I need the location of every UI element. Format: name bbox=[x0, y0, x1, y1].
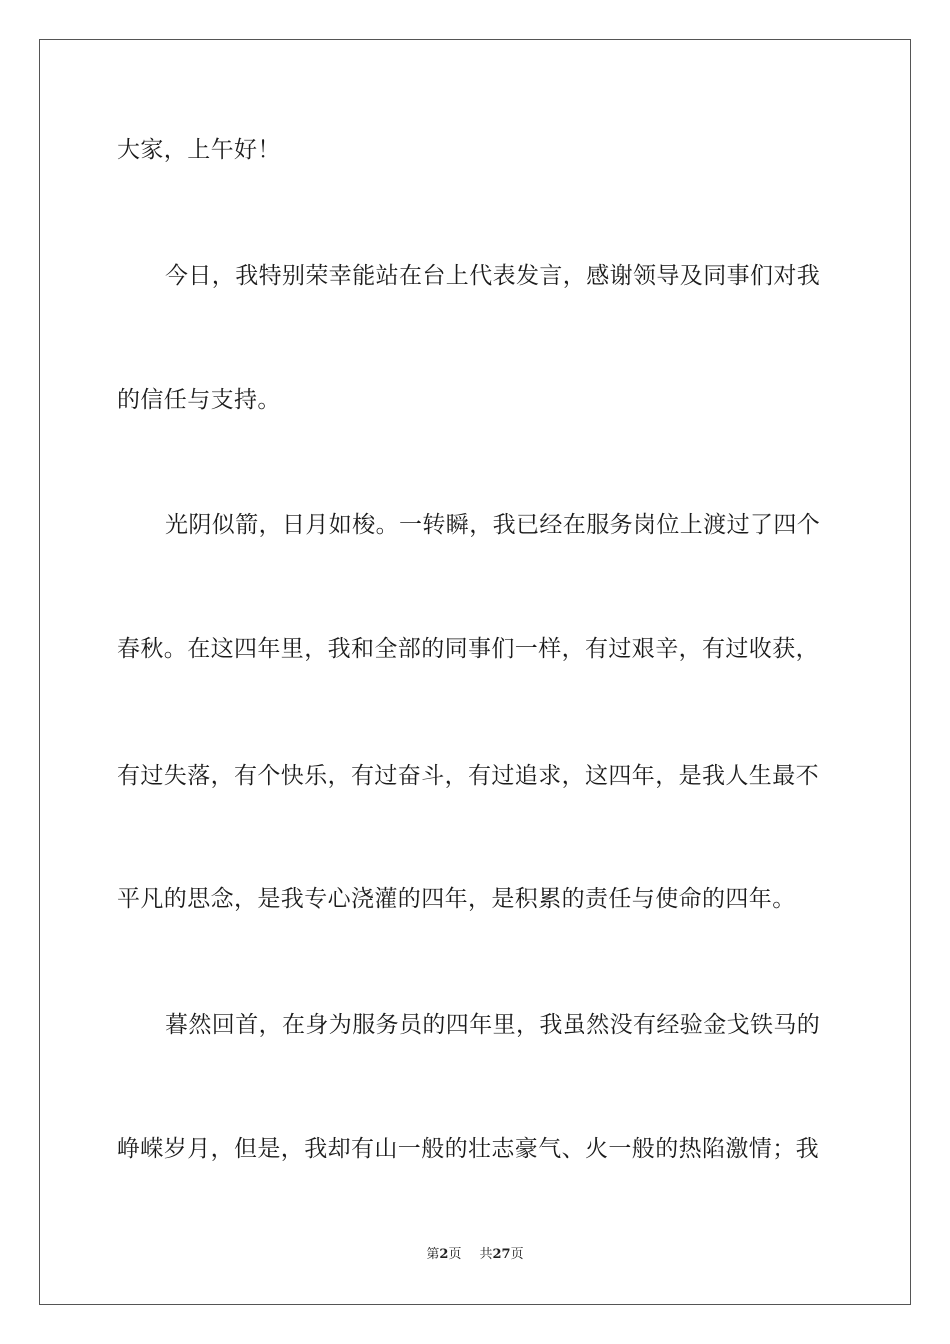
text-line-6: 有过失落，有个快乐，有过奋斗，有过追求，这四年，是我人生最不 bbox=[117, 763, 819, 789]
text-line-3: 的信任与支持。 bbox=[117, 387, 281, 413]
page-label-prefix: 第 bbox=[426, 1247, 440, 1262]
text-line-5: 春秋。在这四年里，我和全部的同事们一样，有过艰辛，有过收获， bbox=[117, 636, 819, 662]
text-line-7: 平凡的思念，是我专心浇灌的四年，是积累的责任与使命的四年。 bbox=[117, 886, 796, 912]
page-border bbox=[39, 39, 911, 1305]
text-line-9: 峥嵘岁月，但是，我却有山一般的壮志豪气、火一般的热陷激情；我 bbox=[117, 1136, 819, 1162]
page-label-suffix: 页 bbox=[448, 1247, 462, 1262]
text-line-2: 今日，我特别荣幸能站在台上代表发言，感谢领导及同事们对我 bbox=[165, 263, 821, 289]
text-line-4: 光阴似箭，日月如梭。一转瞬，我已经在服务岗位上渡过了四个 bbox=[165, 512, 821, 538]
page-footer bbox=[0, 1246, 950, 1264]
page-number: 2 bbox=[439, 1247, 449, 1262]
total-label-prefix: 共 bbox=[479, 1247, 493, 1262]
total-pages: 27 bbox=[492, 1247, 511, 1262]
text-line-1: 大家，上午好！ bbox=[117, 137, 281, 163]
text-line-8: 暮然回首，在身为服务员的四年里，我虽然没有经验金戈铁马的 bbox=[165, 1012, 821, 1038]
total-label-suffix: 页 bbox=[510, 1247, 524, 1262]
